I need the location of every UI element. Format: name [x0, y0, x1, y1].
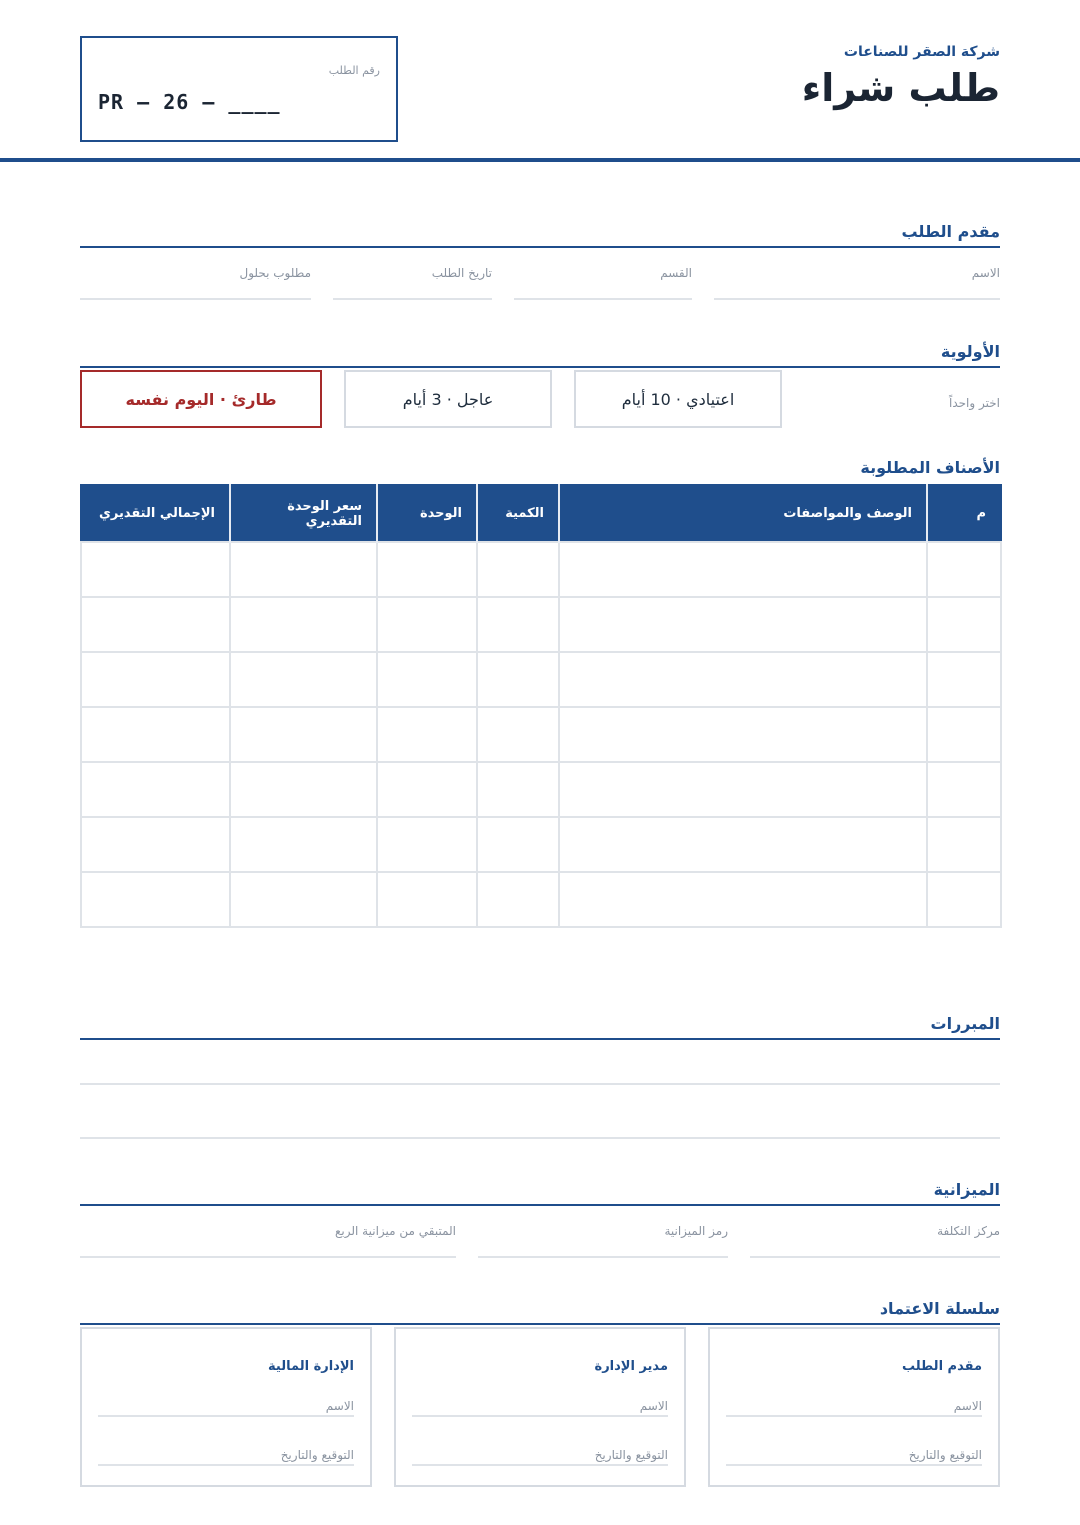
table-cell[interactable]	[81, 652, 230, 707]
company-name: شركة الصقر للصناعات	[843, 44, 1000, 60]
table-cell[interactable]	[559, 817, 927, 872]
table-cell[interactable]	[81, 872, 230, 927]
section-title-justification: المبررات	[930, 1014, 1000, 1033]
table-cell[interactable]	[477, 817, 559, 872]
request-number[interactable]: PR – 26 – ____	[98, 90, 281, 114]
field-label-cost-center: مركز التكلفة	[937, 1224, 1000, 1238]
table-cell[interactable]	[477, 597, 559, 652]
table-cell[interactable]	[81, 762, 230, 817]
col-header-unit-price: سعر الوحدة التقديري	[230, 485, 377, 542]
section-rule-priority	[80, 366, 1000, 368]
table-cell[interactable]	[559, 707, 927, 762]
request-number-label: رقم الطلب	[328, 64, 380, 77]
table-cell[interactable]	[927, 542, 1001, 597]
page-title: طلب شراء	[801, 66, 1000, 110]
table-cell[interactable]	[230, 652, 377, 707]
field-cost-center[interactable]	[750, 1206, 1000, 1258]
justification-line-1[interactable]	[80, 1083, 1000, 1085]
approval-name-field[interactable]	[726, 1377, 982, 1417]
approval-signature-label: التوقيع والتاريخ	[280, 1448, 354, 1462]
table-cell[interactable]	[559, 872, 927, 927]
field-label-request-date: تاريخ الطلب	[431, 266, 492, 280]
section-title-priority: الأولوية	[940, 342, 1000, 361]
items-table	[80, 484, 1002, 928]
table-row	[81, 707, 1001, 762]
table-cell[interactable]	[81, 817, 230, 872]
approval-name-label: الاسم	[953, 1399, 982, 1413]
table-cell[interactable]	[927, 762, 1001, 817]
table-cell[interactable]	[559, 652, 927, 707]
field-label-remaining-budget: المتبقي من ميزانية الربع	[335, 1224, 456, 1238]
table-cell[interactable]	[230, 597, 377, 652]
approval-card-title: الإدارة المالية	[268, 1359, 354, 1374]
table-cell[interactable]	[230, 762, 377, 817]
field-request-date[interactable]	[333, 248, 492, 300]
table-cell[interactable]	[230, 817, 377, 872]
col-header-quantity: الكمية	[477, 485, 559, 542]
table-cell[interactable]	[477, 872, 559, 927]
approval-signature-label: التوقيع والتاريخ	[908, 1448, 982, 1462]
approval-card-finance	[80, 1327, 372, 1487]
table-cell[interactable]	[477, 542, 559, 597]
field-label-department: القسم	[660, 266, 692, 280]
approval-name-field[interactable]	[412, 1377, 668, 1417]
section-title-items: الأصناف المطلوبة	[860, 458, 1000, 477]
table-row	[81, 652, 1001, 707]
approval-signature-field[interactable]	[412, 1426, 668, 1466]
table-cell[interactable]	[377, 707, 477, 762]
table-cell[interactable]	[927, 817, 1001, 872]
approval-name-label: الاسم	[325, 1399, 354, 1413]
col-header-description: الوصف والمواصفات	[559, 485, 927, 542]
table-cell[interactable]	[927, 872, 1001, 927]
table-cell[interactable]	[377, 652, 477, 707]
header-divider	[0, 158, 1080, 162]
table-cell[interactable]	[377, 872, 477, 927]
table-cell[interactable]	[927, 652, 1001, 707]
justification-line-2[interactable]	[80, 1137, 1000, 1139]
section-rule-justification	[80, 1038, 1000, 1040]
field-needed-by[interactable]	[80, 248, 311, 300]
table-row	[81, 872, 1001, 927]
table-cell[interactable]	[81, 707, 230, 762]
priority-option-urgent[interactable]: عاجل · 3 أيام	[344, 370, 552, 428]
priority-hint: اختر واحداً	[949, 396, 1000, 410]
table-cell[interactable]	[377, 762, 477, 817]
table-row	[81, 817, 1001, 872]
table-cell[interactable]	[230, 872, 377, 927]
table-cell[interactable]	[559, 762, 927, 817]
priority-option-emergency[interactable]: طارئ · اليوم نفسه	[80, 370, 322, 428]
section-title-budget: الميزانية	[933, 1180, 1000, 1199]
table-cell[interactable]	[81, 597, 230, 652]
section-title-requester: مقدم الطلب	[901, 222, 1000, 241]
field-department[interactable]	[514, 248, 692, 300]
table-cell[interactable]	[927, 707, 1001, 762]
priority-option-normal[interactable]: اعتيادي · 10 أيام	[574, 370, 782, 428]
table-row	[81, 597, 1001, 652]
approval-card-title: مقدم الطلب	[901, 1359, 982, 1374]
items-header-row	[81, 485, 1001, 542]
table-row	[81, 542, 1001, 597]
approval-name-label: الاسم	[639, 1399, 668, 1413]
table-cell[interactable]	[559, 597, 927, 652]
approval-signature-label: التوقيع والتاريخ	[594, 1448, 668, 1462]
field-budget-code[interactable]	[478, 1206, 728, 1258]
approval-signature-field[interactable]	[98, 1426, 354, 1466]
table-cell[interactable]	[559, 542, 927, 597]
table-cell[interactable]	[81, 542, 230, 597]
table-cell[interactable]	[230, 542, 377, 597]
table-cell[interactable]	[927, 597, 1001, 652]
approval-card-manager	[394, 1327, 686, 1487]
approval-card-title: مدير الإدارة	[594, 1359, 668, 1374]
section-rule-approvals	[80, 1323, 1000, 1325]
table-cell[interactable]	[377, 542, 477, 597]
table-cell[interactable]	[477, 707, 559, 762]
request-number-box	[80, 36, 398, 142]
col-header-index: م	[927, 485, 1001, 542]
table-cell[interactable]	[230, 707, 377, 762]
table-cell[interactable]	[477, 652, 559, 707]
table-cell[interactable]	[377, 817, 477, 872]
table-cell[interactable]	[477, 762, 559, 817]
field-label-name: الاسم	[971, 266, 1000, 280]
approval-name-field[interactable]	[98, 1377, 354, 1417]
table-cell[interactable]	[377, 597, 477, 652]
approval-signature-field[interactable]	[726, 1426, 982, 1466]
field-label-needed-by: مطلوب بحلول	[239, 266, 311, 280]
section-title-approvals: سلسلة الاعتماد	[879, 1299, 1000, 1318]
col-header-total: الإجمالي التقديري	[81, 485, 230, 542]
field-name[interactable]	[714, 248, 1000, 300]
col-header-unit: الوحدة	[377, 485, 477, 542]
approval-card-requester	[708, 1327, 1000, 1487]
field-label-budget-code: رمز الميزانية	[664, 1224, 728, 1238]
table-row	[81, 762, 1001, 817]
field-remaining-budget[interactable]	[80, 1206, 456, 1258]
